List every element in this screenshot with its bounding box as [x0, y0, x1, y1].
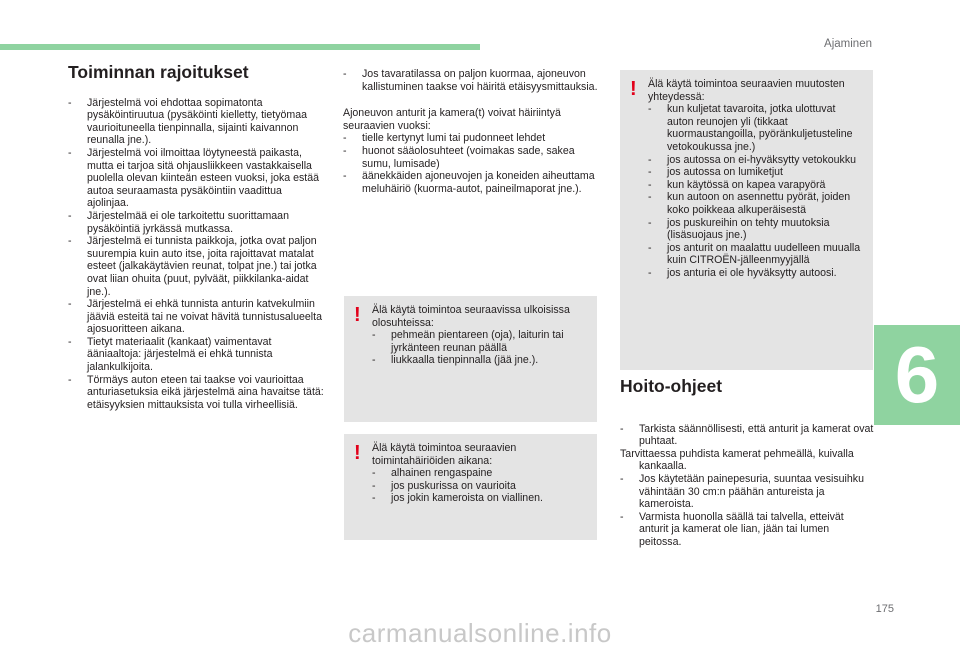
list-item: - pehmeän pientareen (oja), laiturin tai jyrkänteen reunan päällä	[372, 329, 587, 354]
list-item: - Törmäys auton eteen tai taakse voi vaurioittaa anturiasetuksia eikä järjestelmä aina havaitse tätä: etäisyyksien mittauksista voi tulla virheellisiä.	[68, 374, 326, 412]
list-item: - Jos tavaratilassa on paljon kuormaa, ajoneuvon kallistuminen taakse voi häiritä etäisyysmittauksia.	[343, 68, 605, 93]
list-item: - alhainen rengaspaine	[372, 467, 587, 480]
load-list	[343, 68, 605, 93]
list-item: - Varmista huonolla säällä tai talvella, etteivät anturit ja kamerat ole lian, jään tai lumen peitossa.	[620, 511, 874, 549]
header-accent-bar	[0, 44, 480, 50]
warning-intro: Älä käytä toimintoa seuraavissa ulkoisissa olosuhteissa:	[372, 304, 570, 329]
warning-box-malfunctions	[344, 434, 597, 540]
interference-intro: Ajoneuvon anturit ja kamera(t) voivat häiriintyä seuraavien vuoksi:	[343, 107, 561, 132]
list-item: - liukkaalla tienpinnalla (jää jne.).	[372, 354, 587, 367]
list-item: - äänekkäiden ajoneuvojen ja koneiden aiheuttama meluhäiriö (kuorma-autot, paineilmaporat jne.).	[343, 170, 605, 195]
chapter-number-tab: 6	[874, 325, 960, 425]
exclamation-icon: !	[354, 442, 361, 464]
watermark: carmanualsonline.info	[348, 618, 612, 648]
list-item: - jos anturit on maalattu uudelleen muualla kuin CITROËN-jälleenmyyjällä	[648, 242, 863, 267]
list-item: - jos autossa on lumiketjut	[648, 166, 863, 179]
list-item: - tielle kertynyt lumi tai pudonneet lehdet	[343, 132, 605, 145]
care-heading: Hoito-ohjeet	[620, 376, 723, 396]
list-item: - Järjestelmä voi ehdottaa sopimatonta pysäköintiruutua (pysäköinti kielletty, tietyömaa vaurioituneella tienpinnalla, sijainti kaivannon reunalla jne.).	[68, 97, 326, 147]
exclamation-icon: !	[354, 304, 361, 326]
limitations-column	[68, 62, 326, 411]
care-list	[620, 473, 874, 549]
list-item: - jos jokin kameroista on viallinen.	[372, 492, 587, 505]
warning-list	[372, 329, 587, 367]
warning-list	[648, 103, 863, 279]
care-paragraph: Tarvittaessa puhdista kamerat pehmeällä, kuivalla kankaalla.	[620, 447, 854, 473]
warning-box-external-conditions	[344, 296, 597, 422]
list-item: - jos puskureihin on tehty muutoksia (lisäsuojaus jne.)	[648, 217, 863, 242]
interference-column	[343, 68, 605, 195]
care-column	[620, 376, 874, 549]
interference-list	[343, 132, 605, 195]
warning-intro: Älä käytä toimintoa seuraavien toimintahäiriöiden aikana:	[372, 442, 517, 467]
page-number: 175	[875, 603, 894, 615]
list-item: - Jos käytetään painepesuria, suuntaa vesisuihku vähintään 30 cm:n päähän antureista ja kameroista.	[620, 473, 874, 511]
list-item: - Järjestelmä voi ilmoittaa löytyneestä paikasta, mutta ei tarjoa sitä ohjausliikkeen vastakkaisella puolella olevan kiinteän esteen vuoksi, joka estää autoa seuraamasta pysäköintiin vaadittua ajolinjaa.	[68, 147, 326, 210]
list-item: - kun kuljetat tavaroita, jotka ulottuvat auton reunojen yli (tikkaat kuormaustangoilla, pyöränkuljetusteline vetokoukussa jne.)	[648, 103, 863, 153]
list-item: - jos autossa on ei-hyväksytty vetokoukku	[648, 154, 863, 167]
list-item: - kun autoon on asennettu pyörät, joiden koko poikkeaa alkuperäisestä	[648, 191, 863, 216]
list-item: - Järjestelmä ei ehkä tunnista anturin katvekulmiin jääviä esteitä tai ne voivat hävitä tunnistusalueelta ajosuoritteen aikana.	[68, 298, 326, 336]
list-item: - Järjestelmä ei tunnista paikkoja, jotka ovat paljon suurempia kuin auto itse, joita rajoittavat matalat esteet (jalkakäytävien reunat, tolpat jne.) tai jotka ovat liian ohuita (puut, pylväät, piikkilanka-aidat jne.).	[68, 235, 326, 298]
list-item: - jos anturia ei ole hyväksytty autoosi.	[648, 267, 863, 280]
exclamation-icon: !	[630, 78, 637, 100]
list-item: - huonot sääolosuhteet (voimakas sade, sakea sumu, lumisade)	[343, 145, 605, 170]
care-list	[620, 423, 874, 448]
limitations-heading: Toiminnan rajoitukset	[68, 62, 249, 82]
list-item: - Tietyt materiaalit (kankaat) vaimentavat ääniaaltoja: järjestelmä ei ehkä tunnista jalankulkijoita.	[68, 336, 326, 374]
warning-intro: Älä käytä toimintoa seuraavien muutosten yhteydessä:	[648, 78, 845, 103]
list-item: - jos puskurissa on vaurioita	[372, 480, 587, 493]
list-item: - Järjestelmää ei ole tarkoitettu suorittamaan pysäköintiä jyrkässä mutkassa.	[68, 210, 326, 235]
list-item: - kun käytössä on kapea varapyörä	[648, 179, 863, 192]
limitations-list	[68, 97, 326, 412]
warning-box-modifications	[620, 70, 873, 370]
warning-list	[372, 467, 587, 505]
list-item: - Tarkista säännöllisesti, että anturit ja kamerat ovat puhtaat.	[620, 423, 874, 448]
section-title: Ajaminen	[824, 38, 872, 50]
